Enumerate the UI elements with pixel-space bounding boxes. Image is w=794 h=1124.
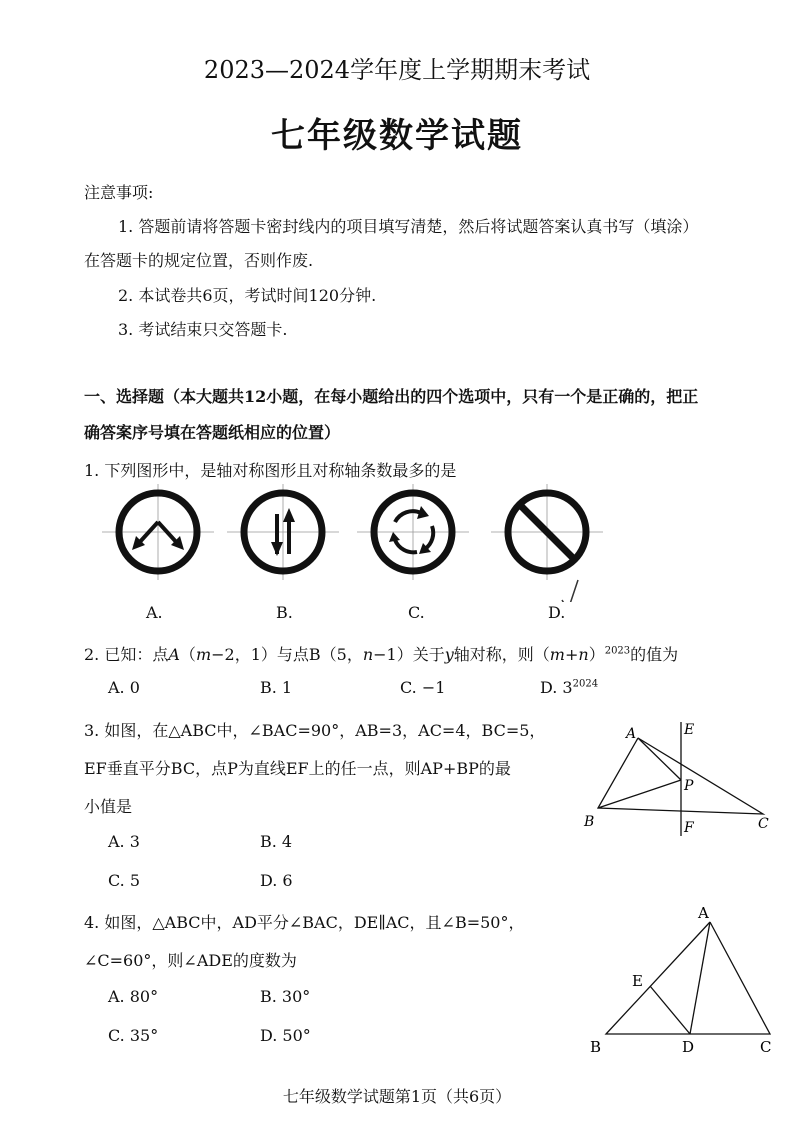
sign-d-icon [491, 484, 603, 580]
q2-option-b: B. 1 [260, 678, 293, 697]
q4-option-a: A. 80° [108, 987, 159, 1006]
q1-figures [90, 482, 650, 602]
sign-b-icon [227, 484, 339, 580]
q2-stem: 2. 已知：点A（m−2，1）与点B（5，n−1）关于y轴对称，则$(m+n)^{2023}$的值为 [84, 645, 679, 664]
q3-label-a: A [626, 726, 637, 742]
note-3: 3. 考试结束只交答题卡. [118, 320, 288, 339]
q3-label-p: P [684, 778, 694, 794]
q4-label-a: A [698, 904, 709, 922]
q4-label-e: E [632, 972, 643, 990]
q2-option-d: D. $3^{2024}$ [540, 678, 599, 697]
q1-stem: 1. 下列图形中，是轴对称图形且对称轴条数最多的是 [84, 461, 457, 480]
section-heading-line1: 一、选择题（本大题共12小题，在每小题给出的四个选项中，只有一个是正确的，把正 [84, 387, 699, 406]
q4-line1: 4. 如图，△ABC中，AD平分∠BAC，DE∥AC，且∠B=50°， [84, 913, 525, 932]
q4-line2: ∠C=60°，则∠ADE的度数为 [84, 951, 297, 970]
q3-option-a: A. 3 [108, 832, 140, 851]
q4-option-c: C. 35° [108, 1026, 159, 1045]
check-mark-icon [562, 580, 578, 602]
exam-subtitle: 七年级数学试题 [271, 116, 523, 156]
notes-heading: 注意事项: [84, 183, 154, 202]
q3-line1: 3. 如图，在△ABC中，∠BAC=90°，AB=3，AC=4，BC=5， [84, 721, 546, 740]
q2-option-a: A. 0 [108, 678, 140, 697]
q3-option-b: B. 4 [260, 832, 293, 851]
q4-label-d: D [682, 1038, 695, 1056]
sign-a-icon [102, 484, 214, 580]
q4-option-d: D. 50° [260, 1026, 311, 1045]
q3-label-f: F [684, 820, 694, 836]
q3-option-d: D. 6 [260, 871, 293, 890]
q4-option-b: B. 30° [260, 987, 311, 1006]
q1-option-a: A. [146, 603, 163, 622]
q3-line2: EF垂直平分BC，点P为直线EF上的任一点，则AP+BP的最 [84, 759, 511, 778]
q1-option-c: C. [408, 603, 425, 622]
q3-label-e: E [684, 722, 695, 738]
q4-triangle-figure [582, 900, 782, 1060]
note-1a: 1. 答题前请将答题卡密封线内的项目填写清楚，然后将试题答案认真书写（填涂） [118, 217, 699, 236]
q1-option-b: B. [276, 603, 293, 622]
q3-triangle-figure [578, 718, 778, 838]
q3-label-b: B [584, 814, 595, 830]
note-1b: 在答题卡的规定位置，否则作废. [84, 251, 314, 270]
page-footer: 七年级数学试题第1页（共6页） [282, 1087, 512, 1106]
note-2: 2. 本试卷共6页，考试时间120分钟. [118, 286, 377, 305]
q2-option-c: C. −1 [400, 678, 446, 697]
section-heading-line2: 确答案序号填在答题纸相应的位置） [84, 423, 341, 442]
q4-label-b: B [590, 1038, 602, 1056]
q3-option-c: C. 5 [108, 871, 141, 890]
q3-label-c: C [758, 816, 769, 832]
q3-line3: 小值是 [84, 797, 133, 816]
sign-c-icon [357, 484, 469, 580]
q1-option-d: D. [548, 603, 566, 622]
q4-label-c: C [760, 1038, 772, 1056]
exam-title: 2023—2024学年度上学期期末考试 [203, 56, 591, 84]
